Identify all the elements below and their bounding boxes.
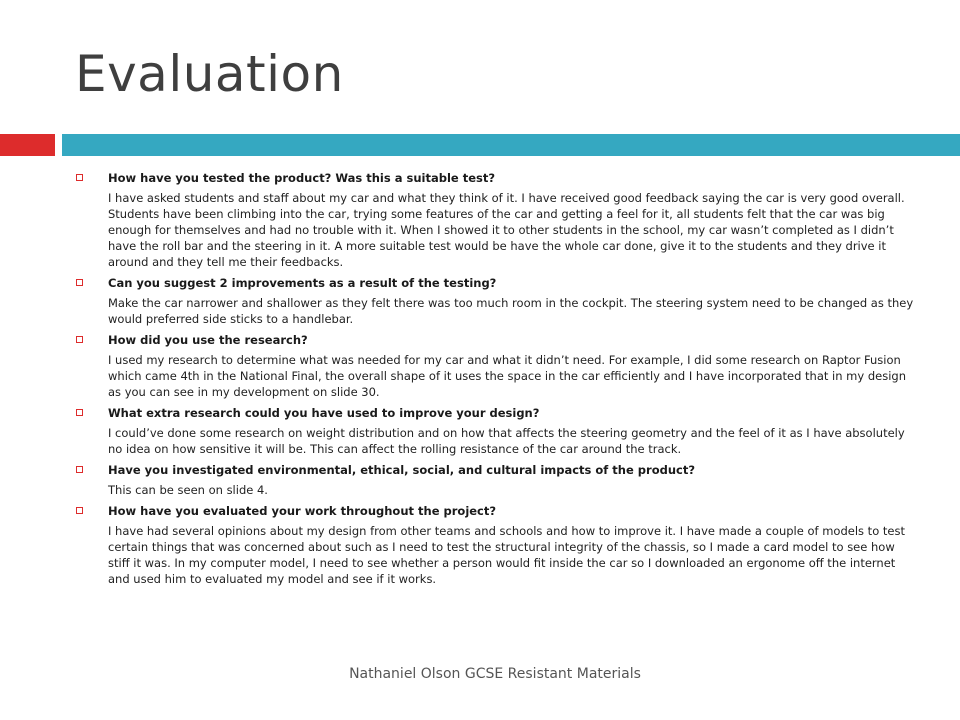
answer-text: I have had several opinions about my design from other teams and schools and how to improve it. I have made a couple of models to test certain things that was concerned about such as I need to test the structural integrity of the chassis, so I made a card model to see how stiff it was. In my computer model, I need to see whether a person would fit inside the car so I downloaded an ergonome off the internet and used him to evaluated my model and see if it works.	[108, 524, 905, 586]
square-bullet-icon	[76, 507, 83, 514]
answer-text: I have asked students and staff about my car and what they think of it. I have received good feedback saying the car is very good overall. Students have been climbing into the car, trying some features of the car and getting a feel for it, all students felt that the car was big enough for themselves and had no trouble with it. When I showed it to other students in the school, my car wasn’t completed as I didn’t have the roll bar and the steering in it. A more suitable test would be have the whole car done, give it to the students and they drive it around and they tell me their feedbacks.	[108, 191, 905, 269]
footer	[0, 666, 960, 682]
question-text: How have you tested the product? Was this a suitable test?	[108, 171, 496, 185]
accent-bar-red	[0, 134, 55, 156]
question-text: Have you investigated environmental, ethical, social, and cultural impacts of the product?	[108, 463, 695, 477]
footer-text: Nathaniel Olson GCSE Resistant Materials	[349, 666, 641, 682]
square-bullet-icon	[76, 336, 83, 343]
square-bullet-icon	[76, 409, 83, 416]
list-item	[75, 405, 915, 457]
list-item	[75, 275, 915, 327]
slide-title: Evaluation	[75, 45, 344, 103]
answer-text: I could’ve done some research on weight distribution and on how that affects the steering geometry and the feel of it as I have absolutely no idea on how sensitive it will be. This can affect the rolling resistance of the car around the track.	[108, 426, 905, 456]
list-item	[75, 503, 915, 587]
evaluation-list	[75, 170, 915, 592]
square-bullet-icon	[76, 466, 83, 473]
question-text: Can you suggest 2 improvements as a result of the testing?	[108, 276, 497, 290]
question-text: How did you use the research?	[108, 333, 308, 347]
question-text: What extra research could you have used to improve your design?	[108, 406, 540, 420]
list-item	[75, 170, 915, 270]
square-bullet-icon	[76, 279, 83, 286]
answer-text: This can be seen on slide 4.	[108, 483, 268, 497]
square-bullet-icon	[76, 174, 83, 181]
accent-bar-teal	[62, 134, 960, 156]
answer-text: I used my research to determine what was needed for my car and what it didn’t need. For example, I did some research on Raptor Fusion which came 4th in the National Final, the overall shape of it uses the space in the car efficiently and I have incorporated that in my design as you can see in my development on slide 30.	[108, 353, 906, 399]
question-text: How have you evaluated your work throughout the project?	[108, 504, 497, 518]
list-item	[75, 462, 915, 498]
list-item	[75, 332, 915, 400]
answer-text: Make the car narrower and shallower as they felt there was too much room in the cockpit. The steering system need to be changed as they would preferred side sticks to a handlebar.	[108, 296, 914, 326]
